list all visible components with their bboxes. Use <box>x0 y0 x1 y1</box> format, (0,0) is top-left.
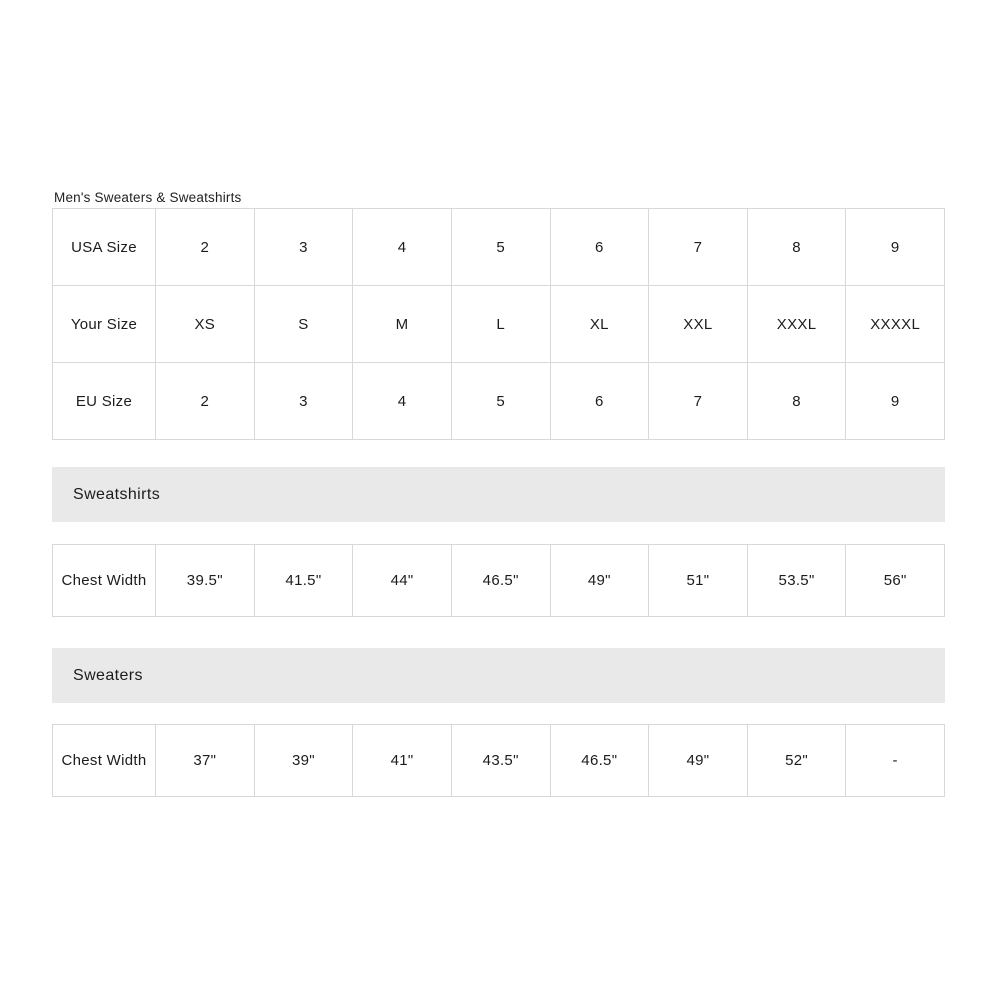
size-value-cell: 5 <box>451 209 550 286</box>
measurement-cell: 39.5" <box>156 545 255 617</box>
size-value-cell: 9 <box>846 209 945 286</box>
section-header-label: Sweatshirts <box>73 485 161 503</box>
measurement-cell: 37" <box>156 725 255 797</box>
measurement-cell: 49" <box>649 725 748 797</box>
size-value-cell: 4 <box>353 209 452 286</box>
section-header-label: Sweaters <box>73 666 143 684</box>
size-value-cell: 7 <box>649 363 748 440</box>
size-value-cell: 6 <box>550 209 649 286</box>
size-conversion-table <box>52 208 945 440</box>
size-value-cell: 8 <box>747 209 846 286</box>
sweatshirts-measurements-table <box>52 544 945 617</box>
size-value-cell: 8 <box>747 363 846 440</box>
measurement-cell: 46.5" <box>451 545 550 617</box>
measurement-cell: 49" <box>550 545 649 617</box>
measurement-cell: - <box>846 725 945 797</box>
measurement-cell: 51" <box>649 545 748 617</box>
row-label-cell: Your Size <box>53 286 156 363</box>
size-value-cell: 2 <box>156 363 255 440</box>
size-value-cell: 2 <box>156 209 255 286</box>
measurement-cell: 46.5" <box>550 725 649 797</box>
size-value-cell: S <box>254 286 353 363</box>
measurement-cell: 41.5" <box>254 545 353 617</box>
section-header-sweaters <box>52 648 945 703</box>
row-label-cell: Chest Width <box>53 725 156 797</box>
size-value-cell: XL <box>550 286 649 363</box>
measurement-cell: 53.5" <box>747 545 846 617</box>
size-value-cell: M <box>353 286 452 363</box>
chart-title: Men's Sweaters & Sweatshirts <box>54 190 242 205</box>
size-value-cell: 4 <box>353 363 452 440</box>
row-label-cell: Chest Width <box>53 545 156 617</box>
size-value-cell: L <box>451 286 550 363</box>
measurement-cell: 44" <box>353 545 452 617</box>
size-value-cell: XXXXL <box>846 286 945 363</box>
size-value-cell: 9 <box>846 363 945 440</box>
size-chart-content <box>52 190 945 797</box>
table-row-your-size <box>53 286 945 363</box>
size-value-cell: XXXL <box>747 286 846 363</box>
size-value-cell: XXL <box>649 286 748 363</box>
size-value-cell: 6 <box>550 363 649 440</box>
size-value-cell: 5 <box>451 363 550 440</box>
measurement-cell: 56" <box>846 545 945 617</box>
row-label-cell: EU Size <box>53 363 156 440</box>
measurement-cell: 43.5" <box>451 725 550 797</box>
table-row-sweatshirts-chest-width <box>53 545 945 617</box>
size-value-cell: 3 <box>254 363 353 440</box>
measurement-cell: 41" <box>353 725 452 797</box>
table-row-eu-size <box>53 363 945 440</box>
size-value-cell: 7 <box>649 209 748 286</box>
table-row-sweaters-chest-width <box>53 725 945 797</box>
section-header-sweatshirts <box>52 467 945 522</box>
measurement-cell: 52" <box>747 725 846 797</box>
row-label-cell: USA Size <box>53 209 156 286</box>
table-row-usa-size <box>53 209 945 286</box>
sweaters-measurements-table <box>52 724 945 797</box>
size-value-cell: XS <box>156 286 255 363</box>
size-value-cell: 3 <box>254 209 353 286</box>
measurement-cell: 39" <box>254 725 353 797</box>
